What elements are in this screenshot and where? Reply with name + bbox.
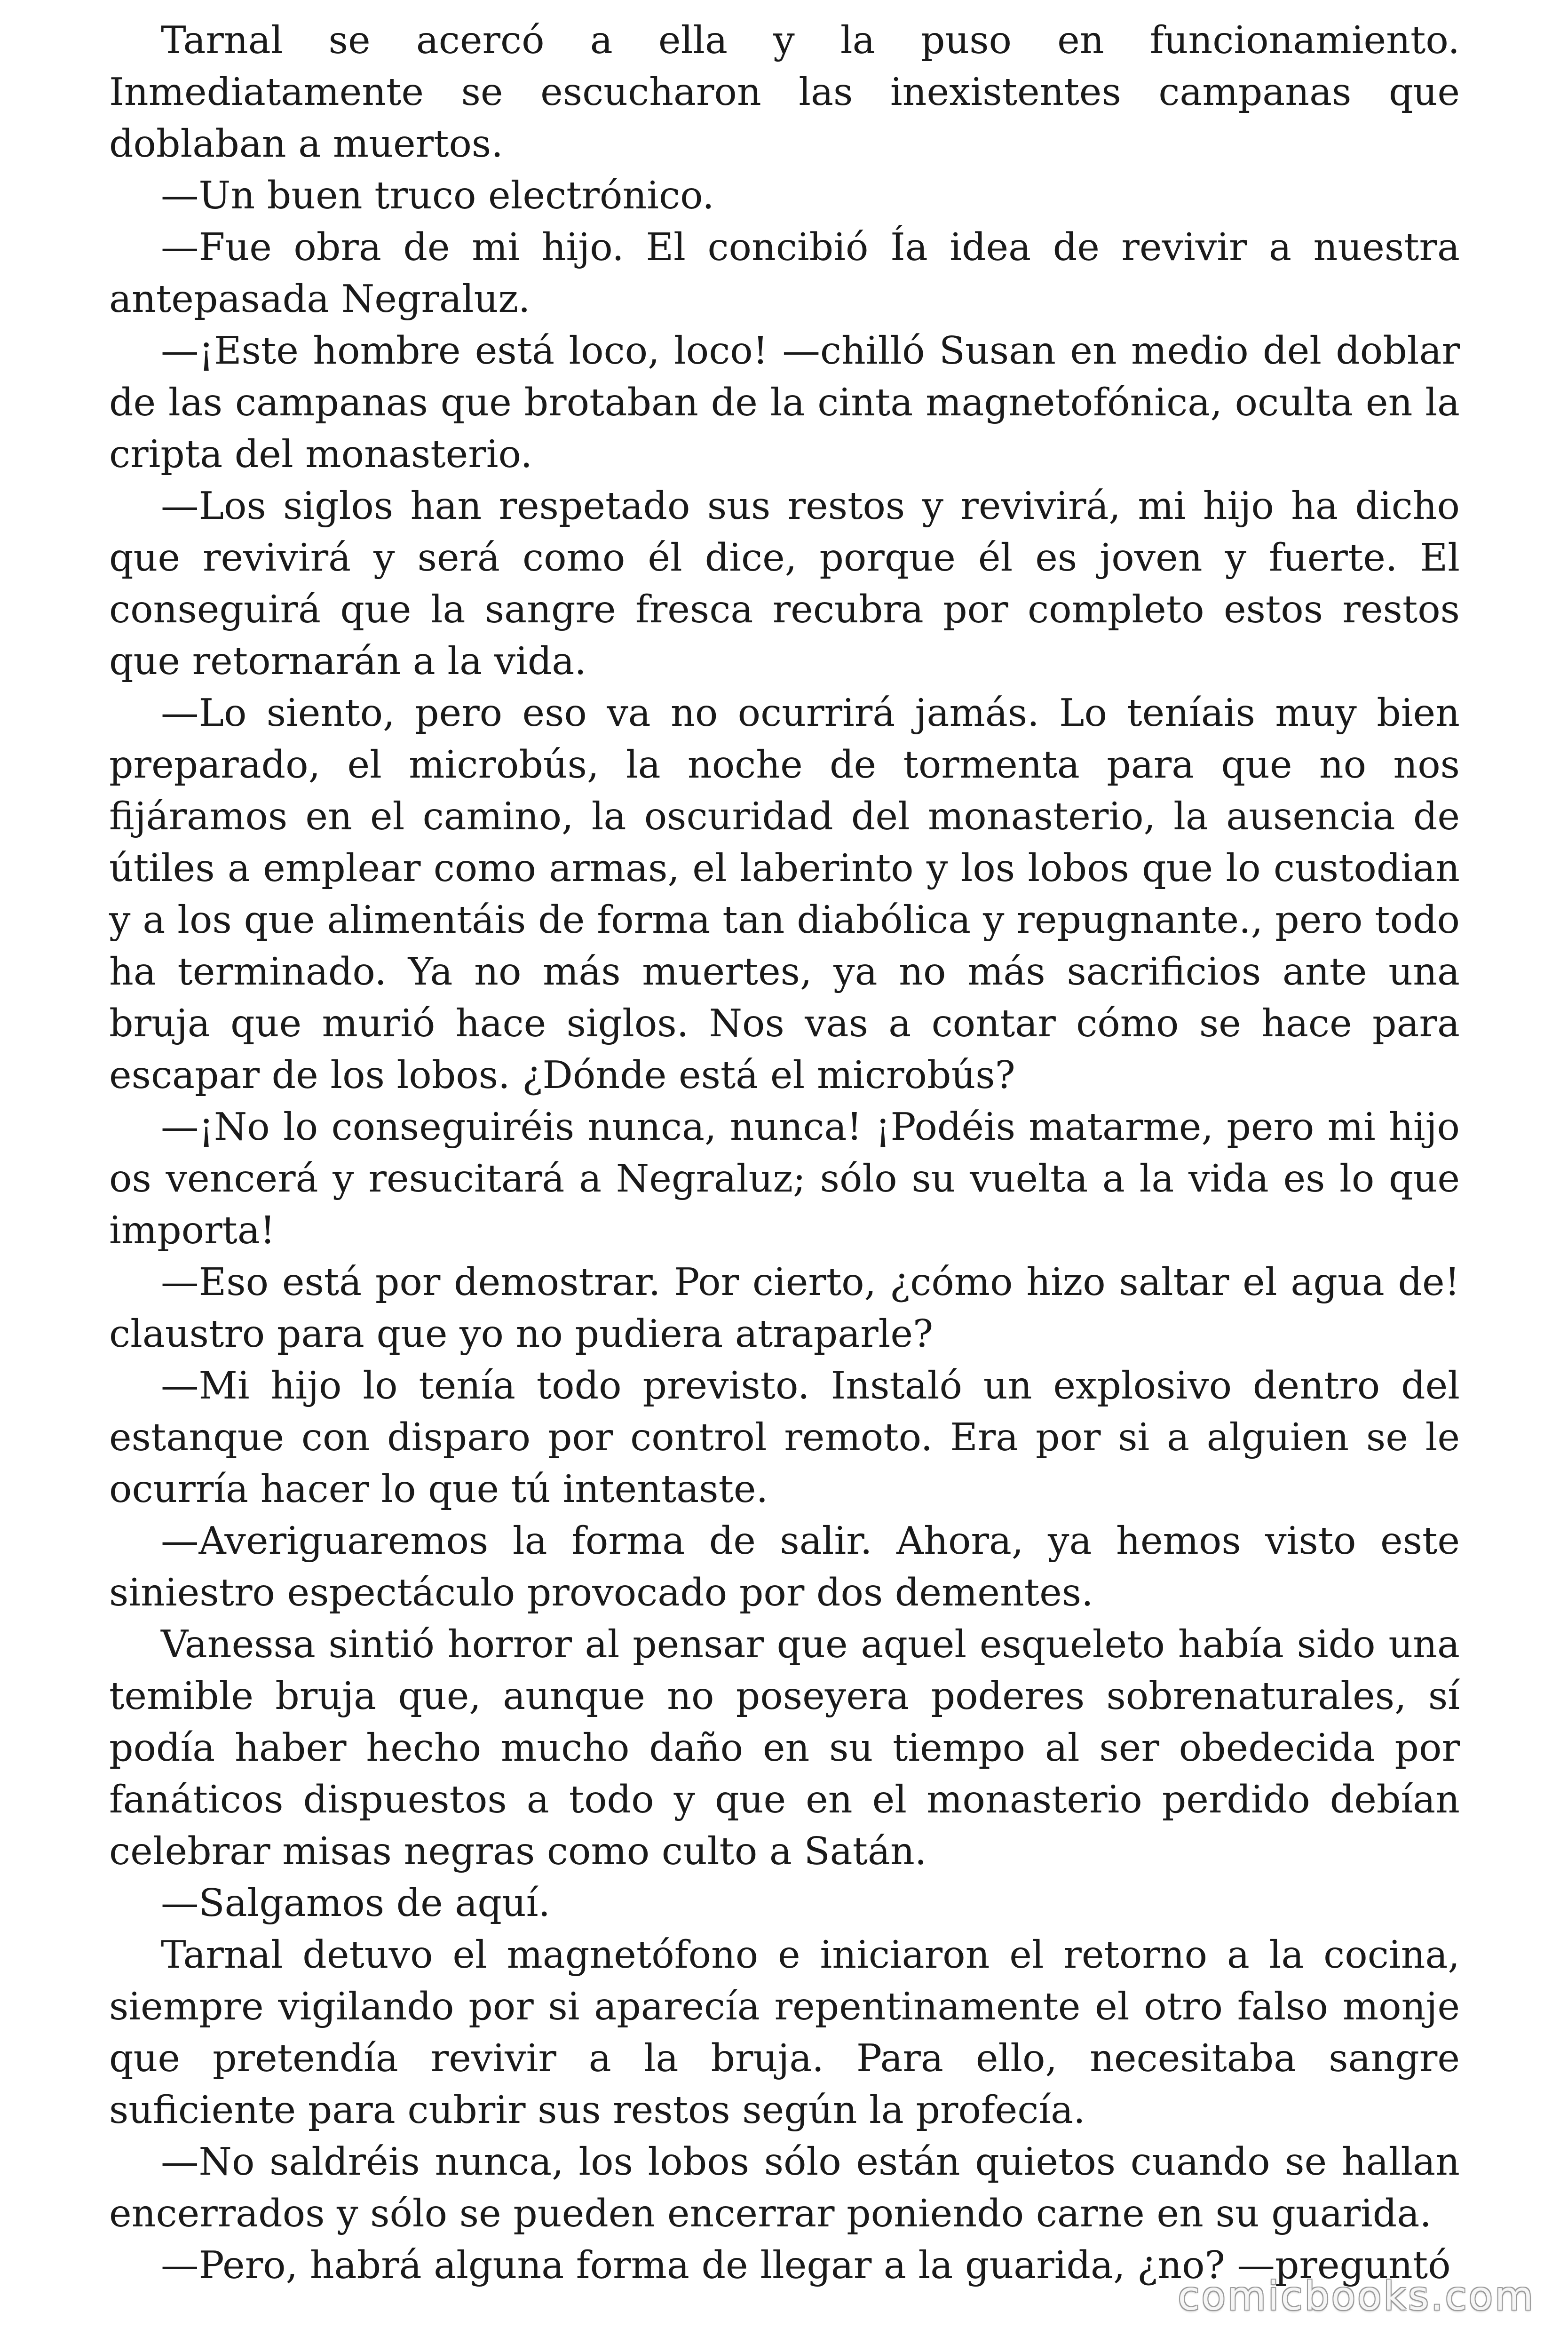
paragraph: —Un buen truco electrónico.: [161, 173, 714, 217]
paragraph: —Salgamos de aquí.: [161, 1881, 551, 1925]
paragraph: Tarnal se acercó a ella y la puso en funcionamiento. Inmediatamente se escucharon las inexistentes campanas que doblaban a muertos.: [109, 18, 1460, 166]
paragraph: —Lo siento, pero eso va no ocurrirá jamás. Lo teníais muy bien preparado, el microbús, la noche de tormenta para que no nos fijáramos en el camino, la oscuridad del monasterio, la ausencia de útiles a emplear como armas, el laberinto y los lobos que lo custodian y a los que alimentáis de forma tan diabólica y repugnante., pero todo ha terminado. Ya no más muertes, ya no más sacrificios ante una bruja que murió hace siglos. Nos vas a contar cómo se hace para escapar de los lobos. ¿Dónde está el microbús?: [109, 691, 1460, 1097]
paragraph: —Los siglos han respetado sus restos y revivirá, mi hijo ha dicho que revivirá y será como él dice, porque él es joven y fuerte. El conseguirá que la sangre fresca recubra por completo estos restos que retornarán a la vida.: [109, 484, 1460, 683]
paragraph: —Fue obra de mi hijo. El concibió Ía idea de revivir a nuestra antepasada Negraluz.: [109, 225, 1460, 321]
paragraph: —Mi hijo lo tenía todo previsto. Instaló un explosivo dentro del estanque con disparo por control remoto. Era por si a alguien se le ocurría hacer lo que tú intentaste.: [109, 1363, 1460, 1511]
paragraph: —¡Este hombre está loco, loco! —chilló Susan en medio del doblar de las campanas que brotaban de la cinta magnetofónica, oculta en la cripta del monasterio.: [109, 328, 1460, 476]
paragraph: Tarnal detuvo el magnetófono e iniciaron el retorno a la cocina, siempre vigilando por si aparecía repentinamente el otro falso monje que pretendía revivir a la bruja. Para ello, necesitaba sangre suficiente para cubrir sus restos según la profecía.: [109, 1932, 1460, 2132]
book-page-text: [109, 14, 1460, 2291]
paragraph: —No saldréis nunca, los lobos sólo están quietos cuando se hallan encerrados y sólo se pueden encerrar poniendo carne en su guarida.: [109, 2139, 1460, 2235]
paragraph: —Eso está por demostrar. Por cierto, ¿cómo hizo saltar el agua de! claustro para que yo no pudiera atraparle?: [109, 1260, 1460, 1356]
paragraph: Vanessa sintió horror al pensar que aquel esqueleto había sido una temible bruja que, aunque no poseyera poderes sobrenaturales, sí podía haber hecho mucho daño en su tiempo al ser obedecida por fanáticos dispuestos a todo y que en el monasterio perdido debían celebrar misas negras como culto a Satán.: [109, 1622, 1460, 1873]
paragraph: —¡No lo conseguiréis nunca, nunca! ¡Podéis matarme, pero mi hijo os vencerá y resucitará a Negraluz; sólo su vuelta a la vida es lo que importa!: [109, 1104, 1460, 1252]
paragraph: —Averiguaremos la forma de salir. Ahora, ya hemos visto este siniestro espectáculo provocado por dos dementes.: [109, 1518, 1460, 1614]
paragraph: —Pero, habrá alguna forma de llegar a la guarida, ¿no? —preguntó: [161, 2243, 1451, 2287]
watermark-logo: comicbooks.com: [1178, 2273, 1535, 2319]
